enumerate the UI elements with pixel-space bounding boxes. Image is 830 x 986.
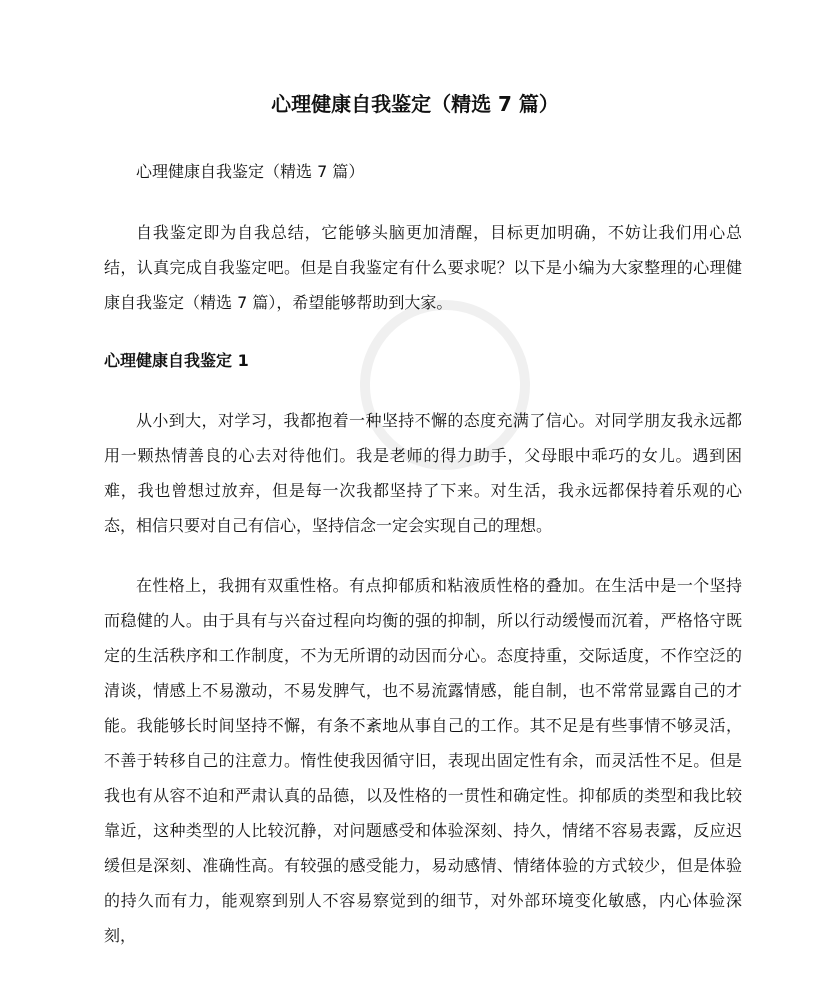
document-title: 心理健康自我鉴定（精选 7 篇） (271, 92, 559, 116)
body-paragraph-2: 在性格上，我拥有双重性格。有点抑郁质和粘液质性格的叠加。在生活中是一个坚持而稳健的人。由于具有与兴奋过程向均衡的强的抑制，所以行动缓慢而沉着，严格恪守既定的生活秩序和工作制度，不为无所谓的动因而分心。态度持重，交际适度，不作空泛的清谈，情感上不易激动，不易发脾气，也不易流露情感，能自制，也不常常显露自己的才能。我能够长时间坚持不懈，有条不紊地从事自己的工作。其不足是有些事情不够灵活，不善于转移自己的注意力。惰性使我因循守旧，表现出固定性有余，而灵活性不足。但是我也有从容不迫和严肃认真的品德，以及性格的一贯性和确定性。抑郁质的类型和我比较靠近，这种类型的人比较沉静，对问题感受和体验深刻、持久，情绪不容易表露，反应迟缓但是深刻、准确性高。有较强的感受能力，易动感情、情绪体验的方式较少，但是体验的持久而有力，能观察到别人不容易察觉到的细节，对外部环境变化敏感，内心体验深刻， (104, 576, 742, 945)
section-heading: 心理健康自我鉴定 1 (104, 351, 249, 370)
document-subtitle: 心理健康自我鉴定（精选 7 篇） (136, 162, 365, 181)
body-paragraph-1: 从小到大，对学习，我都抱着一种坚持不懈的态度充满了信心。对同学朋友我永远都用一颗热情善良的心去对待他们。我是老师的得力助手，父母眼中乖巧的女儿。遇到困难，我也曾想过放弃，但是每一次我都坚持了下来。对生活，我永远都保持着乐观的心态，相信只要对自己有信心，坚持信念一定会实现自己的理想。 (104, 411, 742, 535)
intro-paragraph: 自我鉴定即为自我总结，它能够头脑更加清醒，目标更加明确，不妨让我们用心总结，认真完成自我鉴定吧。但是自我鉴定有什么要求呢？以下是小编为大家整理的心理健康自我鉴定（精选 7 篇），希望能够帮助到大家。 (104, 223, 742, 312)
